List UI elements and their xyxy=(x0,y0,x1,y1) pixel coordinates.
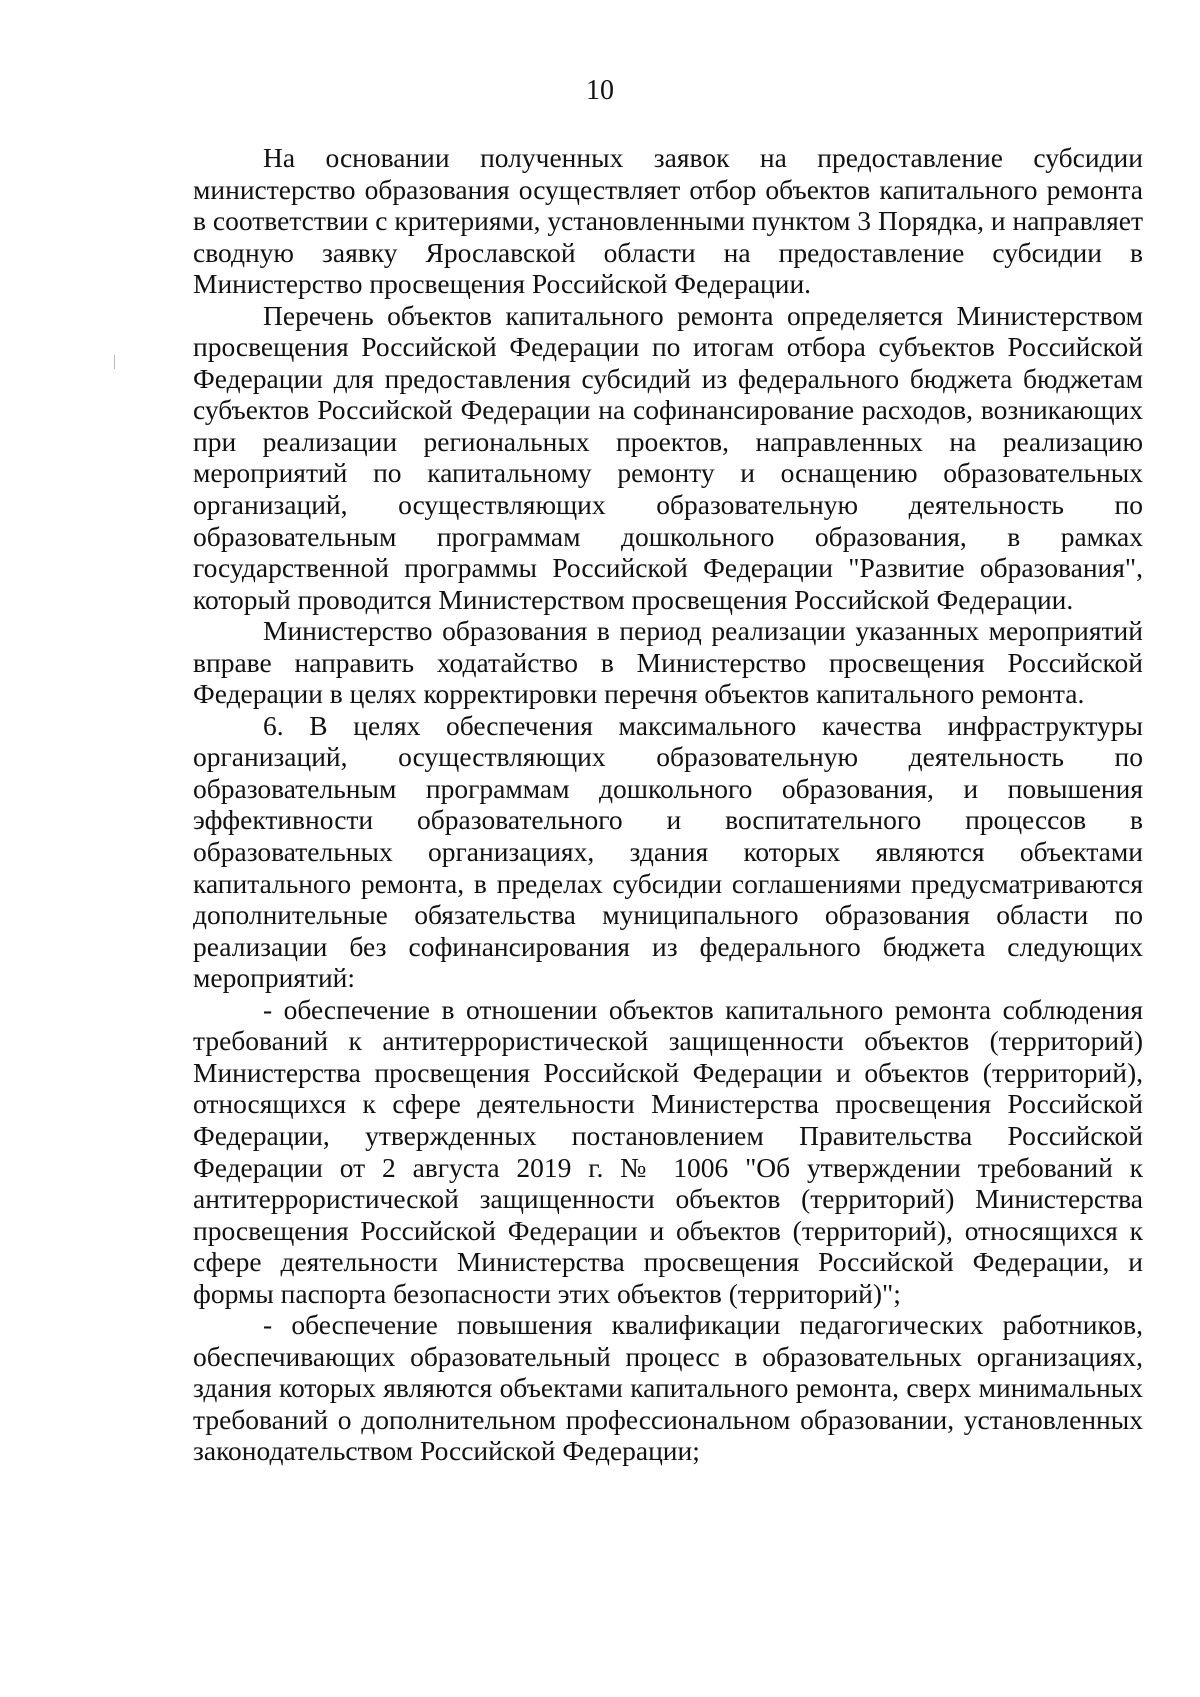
paragraph-repair-objects-list: Перечень объектов капитального ремонта определяется Министерством просвещения Российской Федерации по итогам отбора субъектов Российской Федерации для предоставления субсидий из федерального бюджета бюджетам субъектов Российской Федерации на софинансирование расходов, возникающих при реализации региональных проектов, направленных на реализацию мероприятий по капитальному ремонту и оснащению образовательных организаций, осуществляющих образовательную деятельность по образовательным программам дошкольного образования, в рамках государственной программы Российской Федерации "Развитие образования", который проводится Министерством просвещения Российской Федерации. xyxy=(193,299,1143,615)
list-item-teacher-qualification: - обеспечение повышения квалификации педагогических работников, обеспечивающих образовательный процесс в образовательных организациях, здания которых являются объектами капитального ремонта, сверх минимальных требований о дополнительном профессиональном образовании, установленных законодательством Российской Федерации; xyxy=(193,1309,1143,1467)
document-body xyxy=(193,142,1143,1467)
list-item-antiterrorism-security: - обеспечение в отношении объектов капитального ремонта соблюдения требований к антитеррористической защищенности объектов (территорий) Министерства просвещения Российской Федерации и объектов (территорий), относящихся к сфере деятельности Министерства просвещения Российской Федерации, утвержденных постановлением Правительства Российской Федерации от 2 августа 2019 г. № 1006 "Об утверждении требований к антитеррористической защищенности объектов (территорий) Министерства просвещения Российской Федерации и объектов (территорий), относящихся к сфере деятельности Министерства просвещения Российской Федерации, и формы паспорта безопасности этих объектов (территорий)"; xyxy=(193,993,1143,1309)
page-number: 10 xyxy=(586,75,614,106)
paragraph-list-correction: Министерство образования в период реализации указанных мероприятий вправе направить ходатайство в Министерство просвещения Российской Федерации в целях корректировки перечня объектов капитального ремонта. xyxy=(193,615,1143,710)
paragraph-application-selection: На основании полученных заявок на предоставление субсидии министерство образования осуществляет отбор объектов капитального ремонта в соответствии с критериями, установленными пунктом 3 Порядка, и направляет сводную заявку Ярославской области на предоставление субсидии в Министерство просвещения Российской Федерации. xyxy=(193,142,1143,300)
paragraph-item-6: 6. В целях обеспечения максимального качества инфраструктуры организаций, осуществляющих образовательную деятельность по образовательным программам дошкольного образования, и повышения эффективности образовательного и воспитательного процессов в образовательных организациях, здания которых являются объектами капитального ремонта, в пределах субсидии соглашениями предусматриваются дополнительные обязательства муниципального образования области по реализации без софинансирования из федерального бюджета следующих мероприятий: xyxy=(193,709,1143,994)
scan-margin-mark xyxy=(114,355,115,369)
